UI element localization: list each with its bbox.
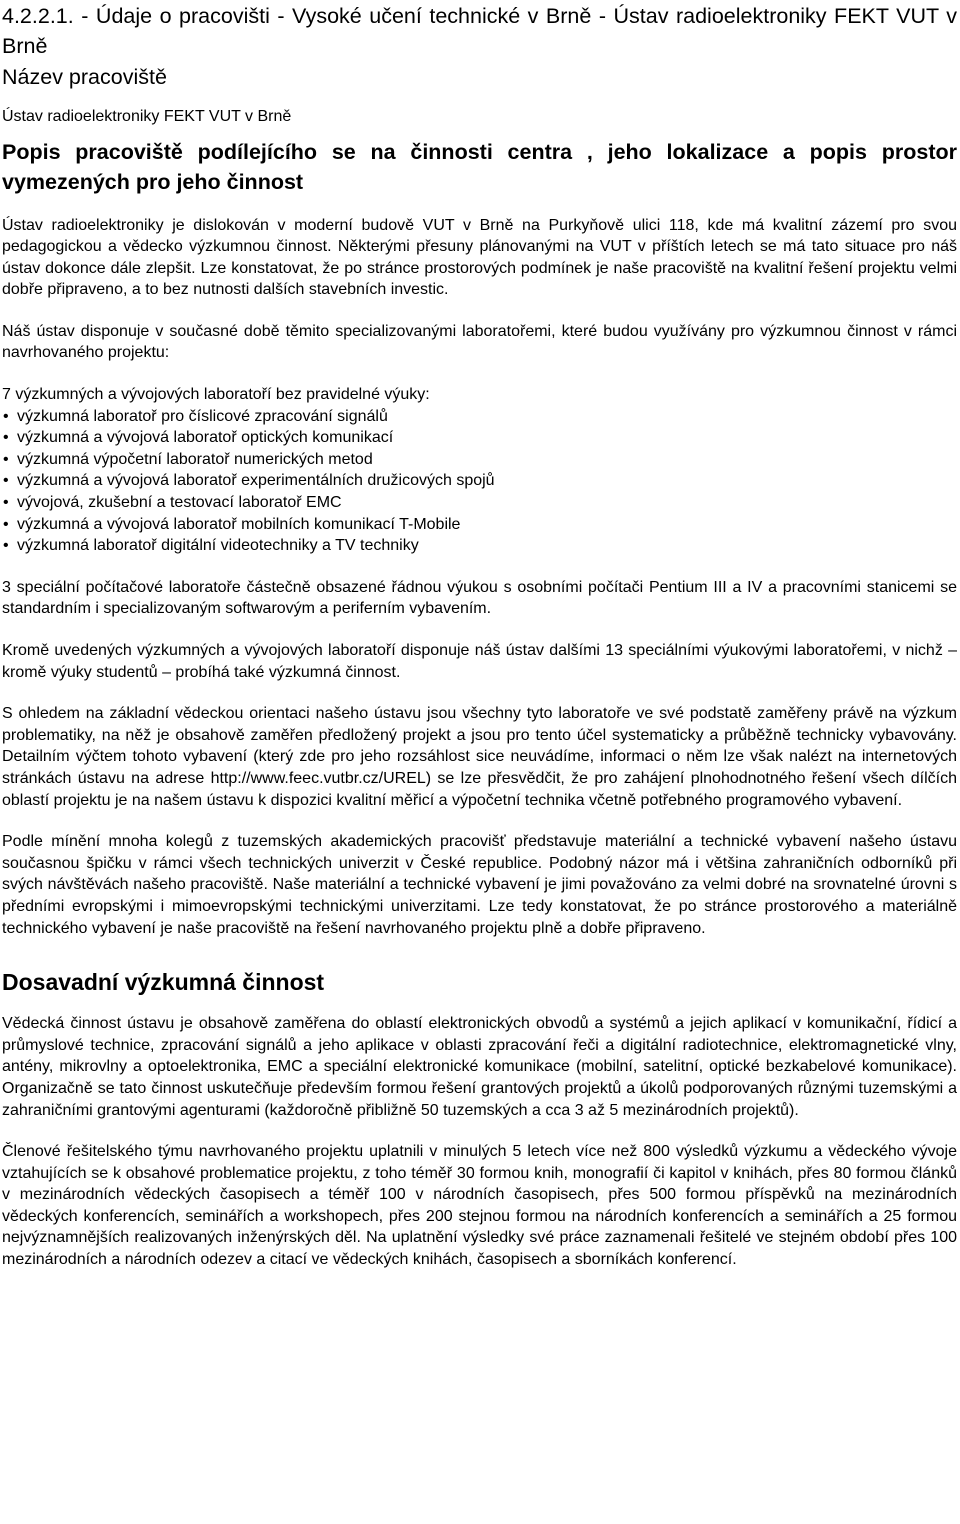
list-item: • výzkumná a vývojová laboratoř mobilních komunikací T-Mobile xyxy=(2,514,957,536)
bullet-icon: • xyxy=(3,472,9,490)
paragraph-research-results: Členové řešitelského týmu navrhovaného projektu uplatnili v minulých 5 letech více než 800 výsledků výzkumu a vědeckého vývoje vztahujících se k obsahové problematice projektu, z toho téměř 30 formou knih, monografií či kapitol v knihách, přes 80 formou článků v mezinárodních vědeckých časopisech a téměř 100 v národních časopisech, přes 500 formou příspěvků na mezinárodních vědeckých konferencích, seminářích a workshopech, přes 200 stejnou formou na národních konferencích a seminářích a 25 formou nejvýznamnějších realizovaných inženýrských děl. Na uplatnění výsledky své práce zaznamenali řešitelé ve stejném období přes 100 mezinárodních a národních odezev a citací ve vědeckých knihách, časopisech a sborníkách konferencí. xyxy=(2,1143,957,1269)
paragraph-labs-intro: Náš ústav disponuje v současné době těmito specializovanými laboratořemi, které budou využívány pro výzkumnou činnost v rámci navrhovaného projektu: xyxy=(2,322,957,362)
research-heading: Dosavadní výzkumná činnost xyxy=(2,969,325,996)
list-item: • vývojová, zkušební a testovací laboratoř EMC xyxy=(2,492,957,514)
bullet-icon: • xyxy=(3,494,9,512)
bullet-icon: • xyxy=(3,450,9,468)
list-item: • výzkumná výpočetní laboratoř numerických metod xyxy=(2,449,957,471)
list-item: • výzkumná laboratoř pro číslicové zpracování signálů xyxy=(2,406,957,428)
bullet-icon: • xyxy=(3,429,9,447)
paragraph-location: Ústav radioelektroniky je dislokován v moderní budově VUT v Brně na Purkyňově ulici 118, kde má kvalitní zázemí pro svou pedagogickou a vědecko výzkumnou činnost. Některými přesuny plánovanými na VUT v příštích letech se má tato situace pro náš ústav dokonce dále zlepšit. Lze konstatovat, že po stránce prostorových podmínek je naše pracoviště na kvalitní řešení projektu velmi dobře připraveno, a to bez nutnosti dalších stavebních investic. xyxy=(2,216,957,299)
paragraph-computer-labs: 3 speciální počítačové laboratoře částečně obsazené řádnou výukou s osobními počítači Pentium III a IV a pracovními stanicemi se standardním i specializovaným softwarovým a periferním vybavením. xyxy=(2,578,957,618)
workplace-name-label: Název pracoviště xyxy=(2,65,167,89)
workplace-description-label: Popis pracoviště podílejícího se na činnosti centra , jeho lokalizace a popis prostor vymezených pro jeho činnost xyxy=(2,139,957,194)
bullet-icon: • xyxy=(3,515,9,533)
paragraph-orientation: S ohledem na základní vědeckou orientaci našeho ústavu jsou všechny tyto laboratoře ve své podstatě zaměřeny právě na výzkum problematiky, na něž je obsahově zaměřen předložený projekt a jsou pro tento účel systematicky a průběžně technicky vybavovány. Detailním výčtem tohoto vybavení (který zde pro jeho rozsáhlost sice neuvádíme, informaci o něm lze však nalézt na internetových stránkách ústavu na adrese http://www.feec.vutbr.cz/UREL) se lze přesvědčit, že pro zahájení plnohodnotného řešení všech dílčích oblastí projektu je na našem ústavu k dispozici kvalitní měřicí a výpočetní technika včetně potřebného programového vybavení. xyxy=(2,705,957,809)
paragraph-equipment: Podle mínění mnoha kolegů z tuzemských akademických pracovišť představuje materiální a technické vybavení našeho ústavu současnou špičku v rámci všech technických univerzit v České republice. Podobný názor má i většina zahraničních odborníků při svých návštěvách našeho pracoviště. Naše materiální a technické vybavení je jimi považováno za velmi dobré na srovnatelné úrovni s předními evropskými i mimoevropskými technickými univerzitami. Lze tedy konstatovat, že po stránce prostorového a materiálně technického vybavení je naše pracoviště na řešení navrhovaného projektu plně a dobře připraveno. xyxy=(2,833,957,937)
document-heading xyxy=(2,0,957,61)
labs-list xyxy=(2,406,957,557)
list-item: • výzkumná a vývojová laboratoř experimentálních družicových spojů xyxy=(2,470,957,492)
list-item: • výzkumná laboratoř digitální videotechniky a TV techniky xyxy=(2,535,957,557)
workplace-name-value: Ústav radioelektroniky FEKT VUT v Brně xyxy=(2,108,292,125)
list-item: • výzkumná a vývojová laboratoř optických komunikací xyxy=(2,427,957,449)
bullet-icon: • xyxy=(3,407,9,425)
labs-list-title: 7 výzkumných a vývojových laboratoří bez pravidelné výuky: xyxy=(2,386,430,404)
heading-title: - Údaje o pracovišti - Vysoké učení technické v Brně - Ústav radioelektroniky FEKT VUT v Brně xyxy=(2,4,957,58)
paragraph-teaching-labs: Kromě uvedených výzkumných a vývojových laboratoří disponuje náš ústav dalšími 13 speciálními výukovými laboratořemi, v nichž – kromě výuky studentů – probíhá také výzkumná činnost. xyxy=(2,642,957,681)
heading-number: 4.2.2.1. xyxy=(2,4,74,28)
bullet-icon: • xyxy=(3,537,9,555)
paragraph-research-focus: Vědecká činnost ústavu je obsahově zaměřena do oblastí elektronických obvodů a systémů a jejich aplikací v komunikační, řídicí a průmyslové technice, zpracování signálů a jeho aplikace v oblasti zpracování řeči a digitální radiotechnice, elektromagnetické vlny, antény, mikrovlny a optoelektronika, EMC a speciální elektronické komunikace (mobilní, satelitní, optické bezkabelové komunikace). Organizačně se tato činnost uskutečňuje především formou řešení grantových projektů a úkolů podporovaných různými tuzemskými a zahraničními grantovými agenturami (každoročně přibližně 50 tuzemských a cca 3 až 5 mezinárodních projektů). xyxy=(2,1015,957,1119)
